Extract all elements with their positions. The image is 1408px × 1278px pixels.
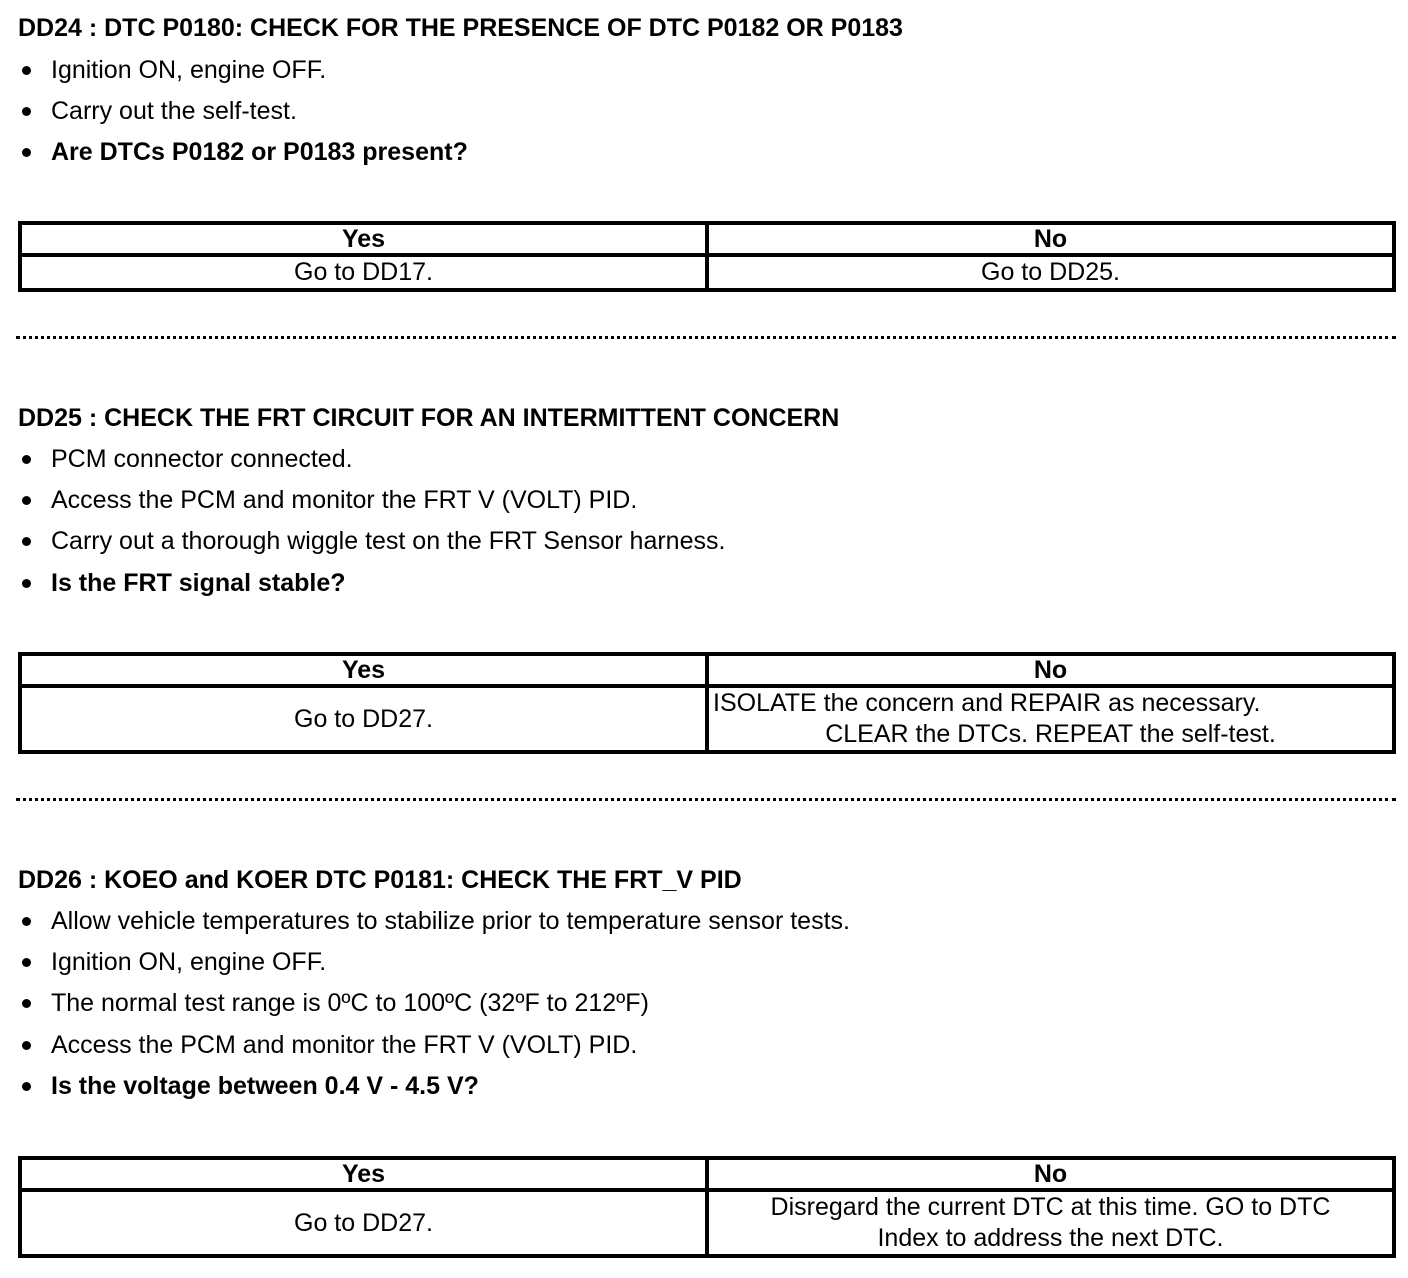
- answer-table: [18, 221, 1396, 292]
- step-text: Carry out a thorough wiggle test on the FRT Sensor harness.: [51, 527, 726, 555]
- yes-action: Go to DD17.: [20, 255, 707, 290]
- question-text: Is the voltage between 0.4 V - 4.5 V?: [51, 1072, 479, 1100]
- step-question: [18, 568, 346, 598]
- bullet-icon: [22, 496, 31, 505]
- yes-action: Go to DD27.: [20, 686, 707, 752]
- step-bullet: [18, 906, 850, 936]
- bullet-icon: [22, 66, 31, 75]
- no-header: No: [707, 1158, 1394, 1190]
- yes-header: Yes: [20, 654, 707, 686]
- step-bullet: [18, 96, 297, 126]
- bullet-icon: [22, 999, 31, 1008]
- step-question: [18, 137, 468, 167]
- step-heading: DD25 : CHECK THE FRT CIRCUIT FOR AN INTERMITTENT CONCERN: [18, 404, 840, 432]
- step-bullet: [18, 947, 326, 977]
- no-action: [707, 686, 1394, 752]
- step-text: The normal test range is 0ºC to 100ºC (32ºF to 212ºF): [51, 989, 649, 1017]
- section-divider: [16, 336, 1396, 339]
- step-text: Ignition ON, engine OFF.: [51, 56, 327, 84]
- bullet-icon: [22, 1041, 31, 1050]
- step-text: Allow vehicle temperatures to stabilize prior to temperature sensor tests.: [51, 907, 850, 935]
- answer-table: [18, 1156, 1396, 1258]
- step-bullet: [18, 444, 353, 474]
- step-text: Access the PCM and monitor the FRT V (VOLT) PID.: [51, 486, 638, 514]
- bullet-icon: [22, 917, 31, 926]
- bullet-icon: [22, 579, 31, 588]
- bullet-icon: [22, 148, 31, 157]
- yes-action: Go to DD27.: [20, 1190, 707, 1256]
- step-bullet: [18, 1030, 637, 1060]
- step-bullet: [18, 526, 725, 556]
- step-text: Access the PCM and monitor the FRT V (VOLT) PID.: [51, 1031, 638, 1059]
- step-question: [18, 1071, 479, 1101]
- step-text: PCM connector connected.: [51, 445, 353, 473]
- bullet-icon: [22, 107, 31, 116]
- no-action: [707, 1190, 1394, 1256]
- section-divider: [16, 798, 1396, 801]
- step-bullet: [18, 485, 637, 515]
- no-header: No: [707, 223, 1394, 255]
- question-text: Is the FRT signal stable?: [51, 569, 346, 597]
- answer-table: [18, 652, 1396, 754]
- no-action-line: CLEAR the DTCs. REPEAT the self-test.: [825, 720, 1276, 748]
- step-bullet: [18, 988, 649, 1018]
- step-bullet: [18, 55, 326, 85]
- step-text: Ignition ON, engine OFF.: [51, 948, 327, 976]
- no-header: No: [707, 654, 1394, 686]
- yes-header: Yes: [20, 1158, 707, 1190]
- step-heading: DD26 : KOEO and KOER DTC P0181: CHECK THE FRT_V PID: [18, 866, 742, 894]
- bullet-icon: [22, 1082, 31, 1091]
- bullet-icon: [22, 958, 31, 967]
- step-text: Carry out the self-test.: [51, 97, 297, 125]
- bullet-icon: [22, 537, 31, 546]
- no-action-line: ISOLATE the concern and REPAIR as necessary.: [713, 689, 1261, 717]
- question-text: Are DTCs P0182 or P0183 present?: [51, 138, 468, 166]
- no-action-line: Index to address the next DTC.: [877, 1224, 1224, 1252]
- yes-header: Yes: [20, 223, 707, 255]
- no-action: Go to DD25.: [707, 255, 1394, 290]
- bullet-icon: [22, 455, 31, 464]
- step-heading: DD24 : DTC P0180: CHECK FOR THE PRESENCE OF DTC P0182 OR P0183: [18, 14, 903, 42]
- no-action-line: Disregard the current DTC at this time. GO to DTC: [770, 1193, 1331, 1221]
